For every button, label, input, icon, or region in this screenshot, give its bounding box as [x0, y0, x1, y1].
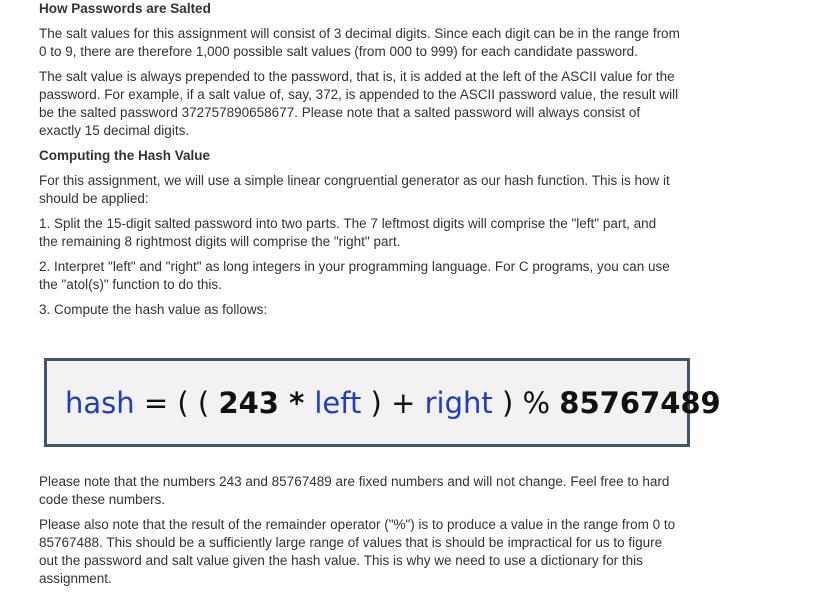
text-line: password. For example, if a salt value of, say, 372, is appended to the ASCII password value, the result will — [39, 87, 679, 102]
section-heading-salting: How Passwords are Salted — [39, 1, 211, 16]
text-line: The salt values for this assignment will consist of 3 decimal digits. Since each digit can be in the range from — [39, 26, 680, 41]
paragraph-remainder — [39, 516, 711, 588]
formula-modulus: 85767489 — [559, 385, 721, 420]
formula-close-plus: ) + — [361, 385, 425, 420]
formula-star: * — [279, 385, 315, 420]
step-2 — [39, 258, 711, 294]
text-line: the "atol(s)" function to do this. — [39, 277, 222, 292]
paragraph-salt-values — [39, 25, 711, 61]
text-line: 85767488. This should be a sufficiently large range of values that is should be impractical for us to figure — [39, 535, 663, 550]
formula-multiplier: 243 — [218, 385, 279, 420]
text-line: The salt value is always prepended to the password, that is, it is added at the left of the ASCII value for the — [39, 69, 675, 84]
text-line: Please note that the numbers 243 and 85767489 are fixed numbers and will not change. Feel free to hard — [39, 474, 670, 489]
paragraph-hash-intro — [39, 172, 711, 208]
text-line: Please also note that the result of the remainder operator ("%") is to produce a value in the range from 0 to — [39, 517, 676, 532]
text-line: exactly 15 decimal digits. — [39, 123, 190, 138]
paragraph-prepend — [39, 68, 711, 140]
formula-close-mod: ) % — [492, 385, 560, 420]
text-line: 0 to 9, there are therefore 1,000 possible salt values (from 000 to 999) for each candidate password. — [39, 44, 638, 59]
text-line: out the password and salt value given the hash value. This is why we need to use a dictionary for this — [39, 553, 643, 568]
paragraph-fixed-numbers — [39, 473, 711, 509]
document-body — [39, 0, 711, 319]
text-line: For this assignment, we will use a simple linear congruential generator as our hash function. This is how it — [39, 173, 670, 188]
formula-eq-open: = ( ( — [134, 385, 219, 420]
text-line: should be applied: — [39, 191, 149, 206]
text-line: code these numbers. — [39, 492, 166, 507]
section-heading-hash: Computing the Hash Value — [39, 148, 211, 163]
text-line: the remaining 8 rightmost digits will comprise the "right" part. — [39, 234, 401, 249]
document-notes — [39, 473, 711, 588]
text-line: 2. Interpret "left" and "right" as long integers in your programming language. For C programs, you can use — [39, 259, 670, 274]
text-line: 3. Compute the hash value as follows: — [39, 302, 268, 317]
text-line: assignment. — [39, 571, 112, 586]
text-line: 1. Split the 15-digit salted password into two parts. The 7 leftmost digits will comprise the "left" part, and — [39, 216, 657, 231]
formula-hash: hash — [65, 385, 135, 420]
formula-left: left — [314, 385, 362, 420]
text-line: be the salted password 372757890658677. Please note that a salted password will always consist of — [39, 105, 641, 120]
step-1 — [39, 215, 711, 251]
formula-right: right — [424, 385, 493, 420]
step-3 — [39, 301, 711, 319]
hash-formula-box — [44, 358, 721, 447]
